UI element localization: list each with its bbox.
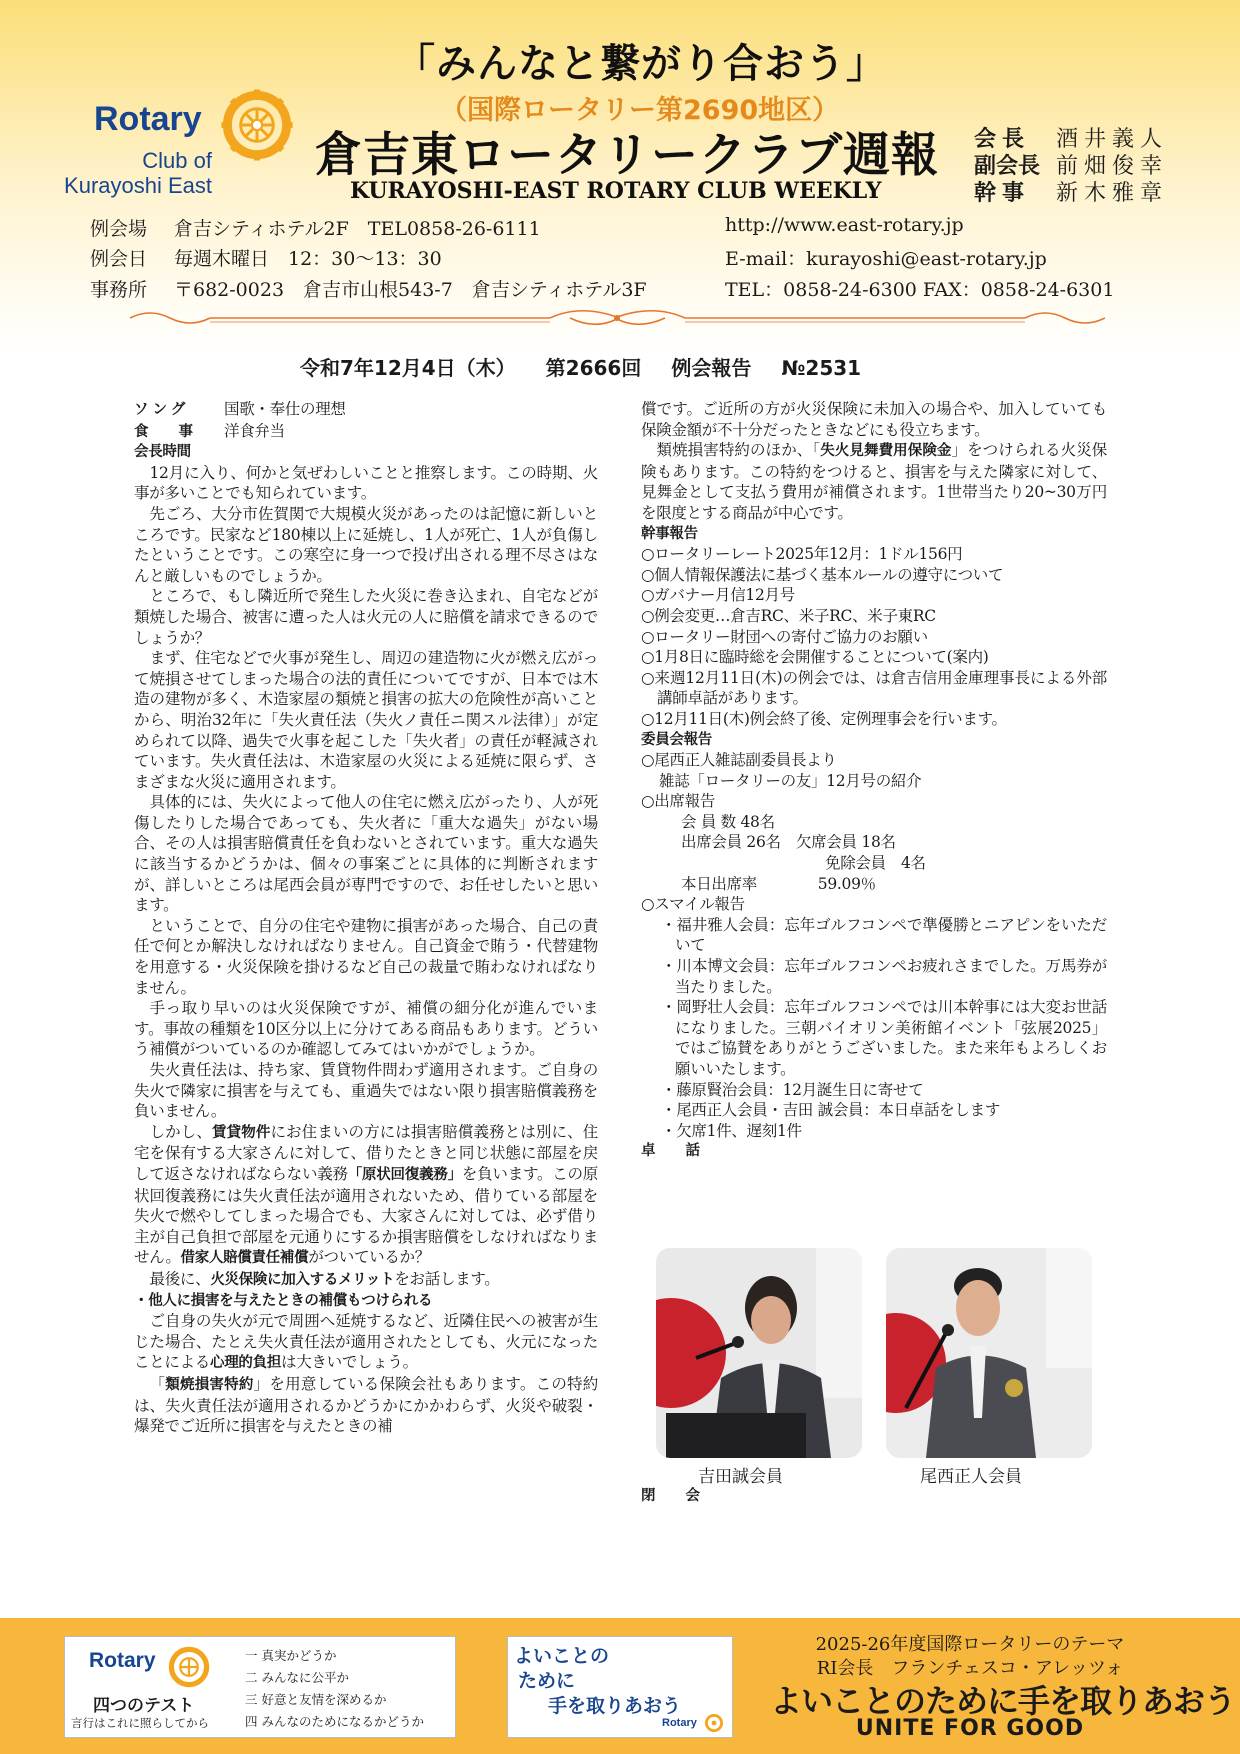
meal-row: 食事洋食弁当 [134,421,285,440]
section-committee: 委員会報告 [641,731,712,748]
president-paragraph: ということで、自分の住宅や建物に損害があった場合、自己の責任で何とか解決しなければなりません。自己資金で賄う・代替建物を用意する・火災保険を掛けるなど自己の裁量で賄わなければなりません。 [134,916,598,997]
district-label: （国際ロータリー第2690地区） [440,95,840,126]
speaker-photo-yoshida [656,1248,862,1458]
theme-japanese: よいことのために手を取りあおう [770,1682,1236,1720]
president-paragraph: ご自身の失火が元で周囲へ延焼するなど、近隣住民への被害が生じた場合、たとえ失火責任法が適用されたとしても、火元になったことによる心理的負担は大きいでしょう。 [134,1312,598,1372]
rotary-wheel-icon [220,88,294,162]
benefit-heading: ・他人に損害を与えたときの補償もつけられる [134,1292,433,1309]
photo2-caption: 尾西正人会員 [920,1467,1022,1487]
secretary-item: ○来週12月11日(木)の例会では、は倉吉信用金庫理事長による外部講師卓話があります。 [641,668,1107,708]
smile-item: ・福井雅人会員：忘年ゴルフコンペで準優勝とニアピンをいただいて [661,915,1107,955]
right-column [641,399,1107,1162]
smile-item: ・藤原賢治会員：12月誕生日に寄せて [661,1080,924,1099]
section-president: 会長時間 [134,444,191,461]
four-way-test-box [64,1636,456,1738]
committee-item: ○尾西正人雑誌副委員長より [641,751,837,770]
good-rotary-text: Rotary [662,1717,697,1729]
good-line1: よいことの [514,1645,610,1667]
info-venue: 例会場 倉吉シティホテル2F TEL0858-26-6111 [90,218,541,240]
meeting-report-line [300,352,891,381]
good-line3: 手を取りあおう [548,1695,682,1717]
website-link[interactable]: http://www.east-rotary.jp [725,214,964,236]
info-day: 例会日 毎週木曜日 12：30～13：30 [90,248,442,270]
attendance-rate: 本日出席率 59.09％ [681,874,876,893]
attendance-members: 会 員 数 48名 [681,812,775,831]
club-of-line1: Club of [142,148,212,173]
smile-item: ・岡野壮人会員：忘年ゴルフコンペでは川本幹事には大変お世話になりました。三朝バイオリン美術館イベント「弦展2025」ではご協賛をありがとうございました。また来年もよろしくお願いいたします。 [661,998,1107,1078]
smile-item: ・尾西正人会員・吉田 誠会員：本日卓話をします [661,1101,1001,1120]
attendance-title: ○出席報告 [641,792,716,811]
song-row: ソング 国歌・奉仕の理想 [134,400,346,418]
ornament-divider [130,304,1105,330]
theme-english: UNITE FOR GOOD [855,1716,1085,1741]
officer-vice-president: 副会長 前畑俊幸 [974,153,1169,179]
report-number: №2531 [781,356,862,380]
smile-item: ・欠席1件、遅刻1件 [661,1121,802,1140]
test-subtitle: 言行はこれに照らしてから [71,1716,209,1730]
email-link[interactable]: E-mail：kurayoshi@east-rotary.jp [725,248,1047,270]
left-column [134,399,598,1437]
test-item: 二 みんなに公平か [245,1670,349,1685]
president-paragraph: しかし、賃貸物件にお住まいの方には損害賠償義務とは別に、住宅を保有する大家さんに対して、借りたときと同じ状態に部屋を戻して返さなければならない義務「原状回復義務」を負います。この原状回復義務には失火責任法が適用されないため、借りている部屋を失火で燃やしてしまった場合でも、大家さんに対しては、必ず借り主が自己負担で部屋を元通りにするか損害賠償をしなければなりません。借家人賠償責任補償がついているか？ [134,1122,598,1267]
test-title: 四つのテスト [93,1696,195,1716]
officer-secretary: 幹事 新木雅章 [974,180,1169,206]
president-paragraph: 先ごろ、大分市佐賀関で大規模火災があったのは記憶に新しいところです。民家など180棟以上に延焼し、1人が死亡、1人が負傷したということです。この寒空に身一つで投げ出される理不尽さはなんと厳しいものでしょうか。 [134,504,598,585]
rotary-wheel-icon [704,1713,724,1733]
president-paragraph: 12月に入り、何かと気ぜわしいことと推察します。この時期、火事が多いことでも知られています。 [134,463,598,503]
officers-list [974,126,1168,207]
report-meeting-number: 第2666回 [545,356,642,380]
president-paragraph: ところで、もし隣近所で発生した火災に巻き込まれ、自宅などが類焼した場合、被害に遭った人は火元の人に賠償を請求できるのでしょうか？ [134,587,598,647]
club-of-line2: Kurayoshi East [64,173,212,198]
unite-for-good-logo [507,1636,733,1738]
info-office: 事務所 〒682-0023 倉吉市山根543-7 倉吉シティホテル3F [90,279,647,301]
secretary-item: ○ガバナー月信12月号 [641,586,795,605]
secretary-item: ○ロータリー財団への寄付ご協力のお願い [641,627,928,646]
rotary-wheel-icon [167,1645,211,1689]
president-paragraph: 最後に、火災保険に加入するメリットをお話します。 [149,1269,500,1288]
phone-fax: TEL：0858-24-6300 FAX：0858-24-6301 [725,279,1115,301]
president-paragraph: 類焼損害特約のほか、「失火見舞費用保険金」をつけられる火災保険もあります。この特約をつけると、損害を与えた隣家に対して、見舞金として支払う費用が補償されます。1世帯当たり20~30万円を限度とする商品が中心です。 [641,441,1107,522]
club-title: 倉吉東ロータリークラブ週報 [315,128,939,183]
section-close: 閉会 [641,1488,730,1504]
president-paragraph-cont: 償です。ご近所の方が火災保険に未加入の場合や、加入していても保険金額が不十分だったときなどにも役立ちます。 [641,400,1107,439]
president-paragraph: まず、住宅などで火事が発生し、周辺の建造物に火が燃え広がって焼損させてしまった場合の法的責任についてですが、日本では木造の建物が多く、木造家屋の類焼と損害の拡大の危険性が高いことから、明治32年に「失火責任法（失火ノ責任ニ関スル法律）」が定められて以降、過失で火事を起こした「失火者」の責任が軽減されています。失火責任法は、木造家屋の火災による延焼に限らず、さまざまな火災に適用されます。 [134,649,599,791]
test-item: 三 好意と友情を深めるか [245,1692,387,1707]
speaker-photo-onishi [886,1248,1092,1458]
secretary-item: ○12月11日(木)例会終了後、定例理事会を行います。 [641,709,1007,728]
officer-president: 会長 酒井義人 [974,126,1169,152]
smile-title: ○スマイル報告 [641,895,745,914]
club-of-label [50,148,212,198]
ri-president: RI会長 フランチェスコ・アレッツォ [816,1658,1124,1679]
test-rotary-text: Rotary [89,1649,156,1672]
secretary-item: ○1月8日に臨時総を会開催することについて(案内) [641,648,989,667]
secretary-item: ○例会変更…倉吉RC、米子RC、米子東RC [641,606,936,625]
photo1-caption: 吉田誠会員 [698,1467,783,1487]
test-item: 一 真実かどうか [245,1648,337,1663]
committee-detail: 雑誌「ロータリーの友」12月号の紹介 [659,771,922,790]
smile-item: ・川本博文会員：忘年ゴルフコンペお疲れさまでした。万馬券が当たりました。 [661,957,1107,996]
president-paragraph: 失火責任法は、持ち家、賃貸物件問わず適用されます。ご自身の失火で隣家に損害を与えても、重過失ではない限り損害賠償義務を負いません。 [134,1061,598,1121]
theme-year: 2025-26年度国際ロータリーのテーマ [815,1634,1125,1655]
club-subtitle: KURAYOSHI-EAST ROTARY CLUB WEEKLY [350,178,882,204]
president-paragraph: 「類焼損害特約」を用意している保険会社もあります。この特約は、失火責任法が適用されるかどうかにかかわらず、火災や破裂・爆発でご近所に損害を与えたときの補 [134,1374,598,1436]
report-date: 令和7年12月4日（木） [300,356,516,380]
test-item: 四 みんなのためになるかどうか [245,1714,424,1729]
president-paragraph: 具体的には、失火によって他人の住宅に燃え広がったり、人が死傷したりした場合であっても、失火者に「重大な過失」がない場合、その人は損害賠償責任を負わないとされています。重大な過失に該当するかどうかは、個々の事案ごとに具体的に判断されますが、詳しいところは尾西会員が専門ですので、お任せしたいと思います。 [134,793,598,915]
secretary-item: ○個人情報保護法に基づく基本ルールの遵守について [641,565,1004,584]
section-secretary: 幹事報告 [641,525,698,542]
attendance-exempt: 免除会員 4名 [825,854,926,873]
good-line2: ために [518,1670,576,1692]
rotary-logo-text: Rotary [94,100,202,138]
secretary-item: ○ロータリーレート2025年12月：1ドル156円 [641,545,963,564]
slogan: 「みんなと繋がり合おう」 [395,41,887,87]
report-type: 例会報告 [671,356,752,380]
section-talk: 卓話 [641,1143,730,1160]
president-paragraph: 手っ取り早いのは火災保険ですが、補償の細分化が進んでいます。事故の種類を10区分以上に分けてある商品もあります。どういう補償がついているのか確認してみてはいかがでしょうか。 [134,999,598,1059]
attendance-present: 出席会員 26名 欠席会員 18名 [681,833,896,852]
